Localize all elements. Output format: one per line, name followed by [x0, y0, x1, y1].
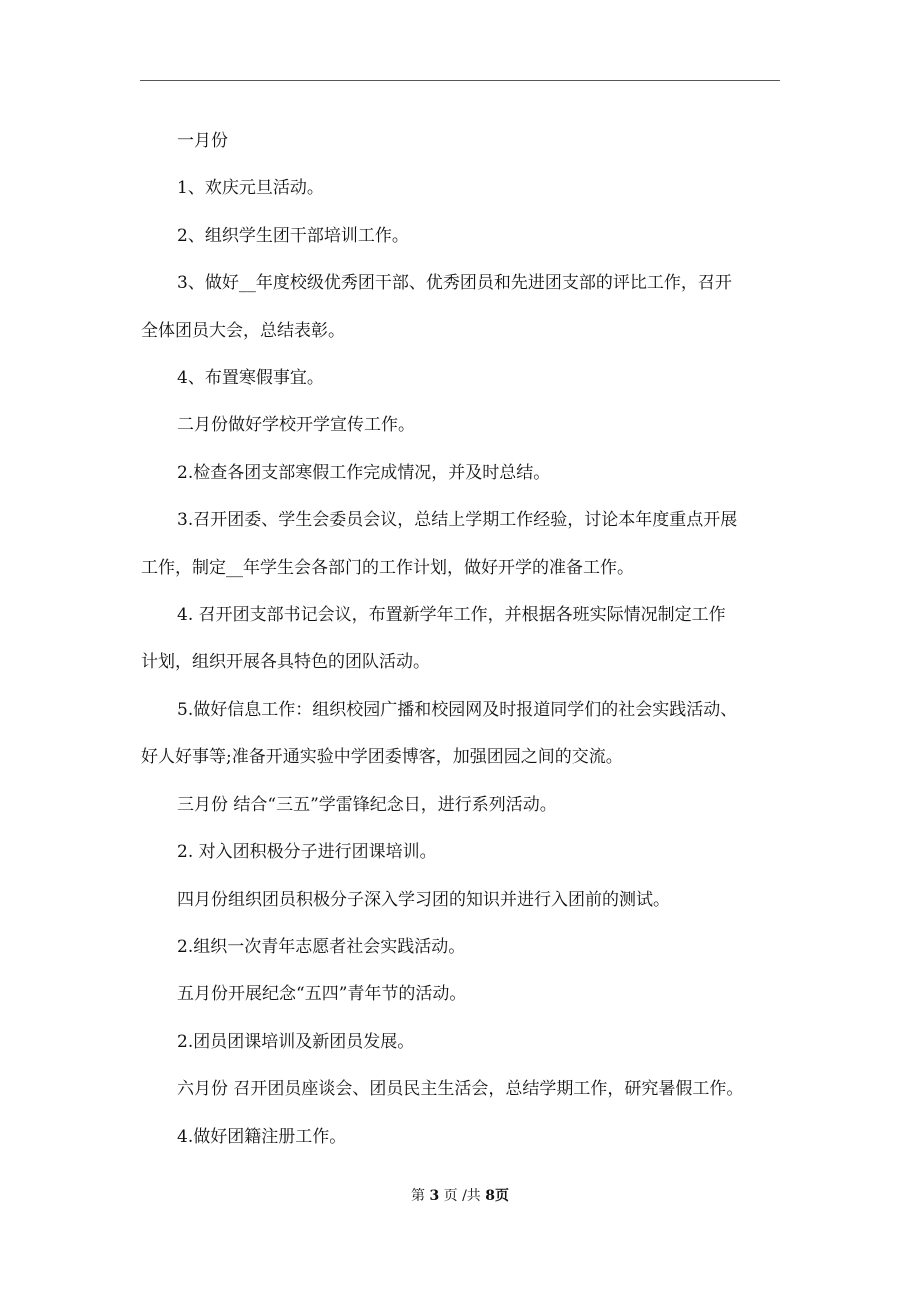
text-line: 2.团员团课培训及新团员发展。: [177, 1031, 415, 1052]
header-rule: [140, 80, 780, 81]
text-line: 一月份: [177, 131, 228, 151]
text-line: 2. 对入团积极分子进行团课培训。: [177, 842, 437, 863]
footer-total-pages: 8页: [485, 1188, 510, 1204]
text-line: 2.检查各团支部寒假工作完成情况，并及时总结。: [177, 462, 551, 483]
footer-current-page: 3: [429, 1188, 440, 1204]
text-line: 四月份组织团员积极分子深入学习团的知识并进行入团前的测试。: [177, 889, 670, 910]
text-line: 2.组织一次青年志愿者社会实践活动。: [177, 936, 466, 957]
text-line: 2、组织学生团干部培训工作。: [177, 225, 409, 246]
text-line: 5.做好信息工作：组织校园广播和校园网及时报道同学们的社会实践活动、: [177, 699, 738, 720]
text-line: 4.做好团籍注册工作。: [177, 1126, 347, 1147]
text-line: 二月份做好学校开学宣传工作。: [177, 415, 415, 436]
text-line: 4. 召开团支部书记会议，布置新学年工作，并根据各班实际情况制定工作: [177, 605, 726, 626]
text-line: 五月份开展纪念“五四”青年节的活动。: [177, 984, 467, 1005]
text-line: 计划，组织开展各具特色的团队活动。: [141, 652, 430, 673]
footer-prefix: 第: [410, 1188, 425, 1204]
footer-middle: 页 /共: [443, 1188, 481, 1204]
text-line: 1、欢庆元旦活动。: [177, 178, 324, 199]
text-line: 好人好事等;准备开通实验中学团委博客，加强团园之间的交流。: [141, 747, 623, 768]
text-line: 六月份 召开团员座谈会、团员民主生活会，总结学期工作，研究暑假工作。: [177, 1079, 744, 1100]
text-line: 4、布置寒假事宜。: [177, 368, 324, 389]
text-line: 全体团员大会，总结表彰。: [141, 320, 345, 341]
text-line: 三月份 结合“三五”学雷锋纪念日，进行系列活动。: [177, 794, 557, 815]
document-body: [141, 118, 801, 1161]
text-line: 3.召开团委、学生会委员会议，总结上学期工作经验，讨论本年度重点开展: [177, 510, 738, 531]
page-footer: [0, 1184, 920, 1208]
text-line: 3、做好__年度校级优秀团干部、优秀团员和先进团支部的评比工作，召开: [177, 273, 732, 294]
text-line: 工作，制定__年学生会各部门的工作计划，做好开学的准备工作。: [141, 557, 634, 578]
